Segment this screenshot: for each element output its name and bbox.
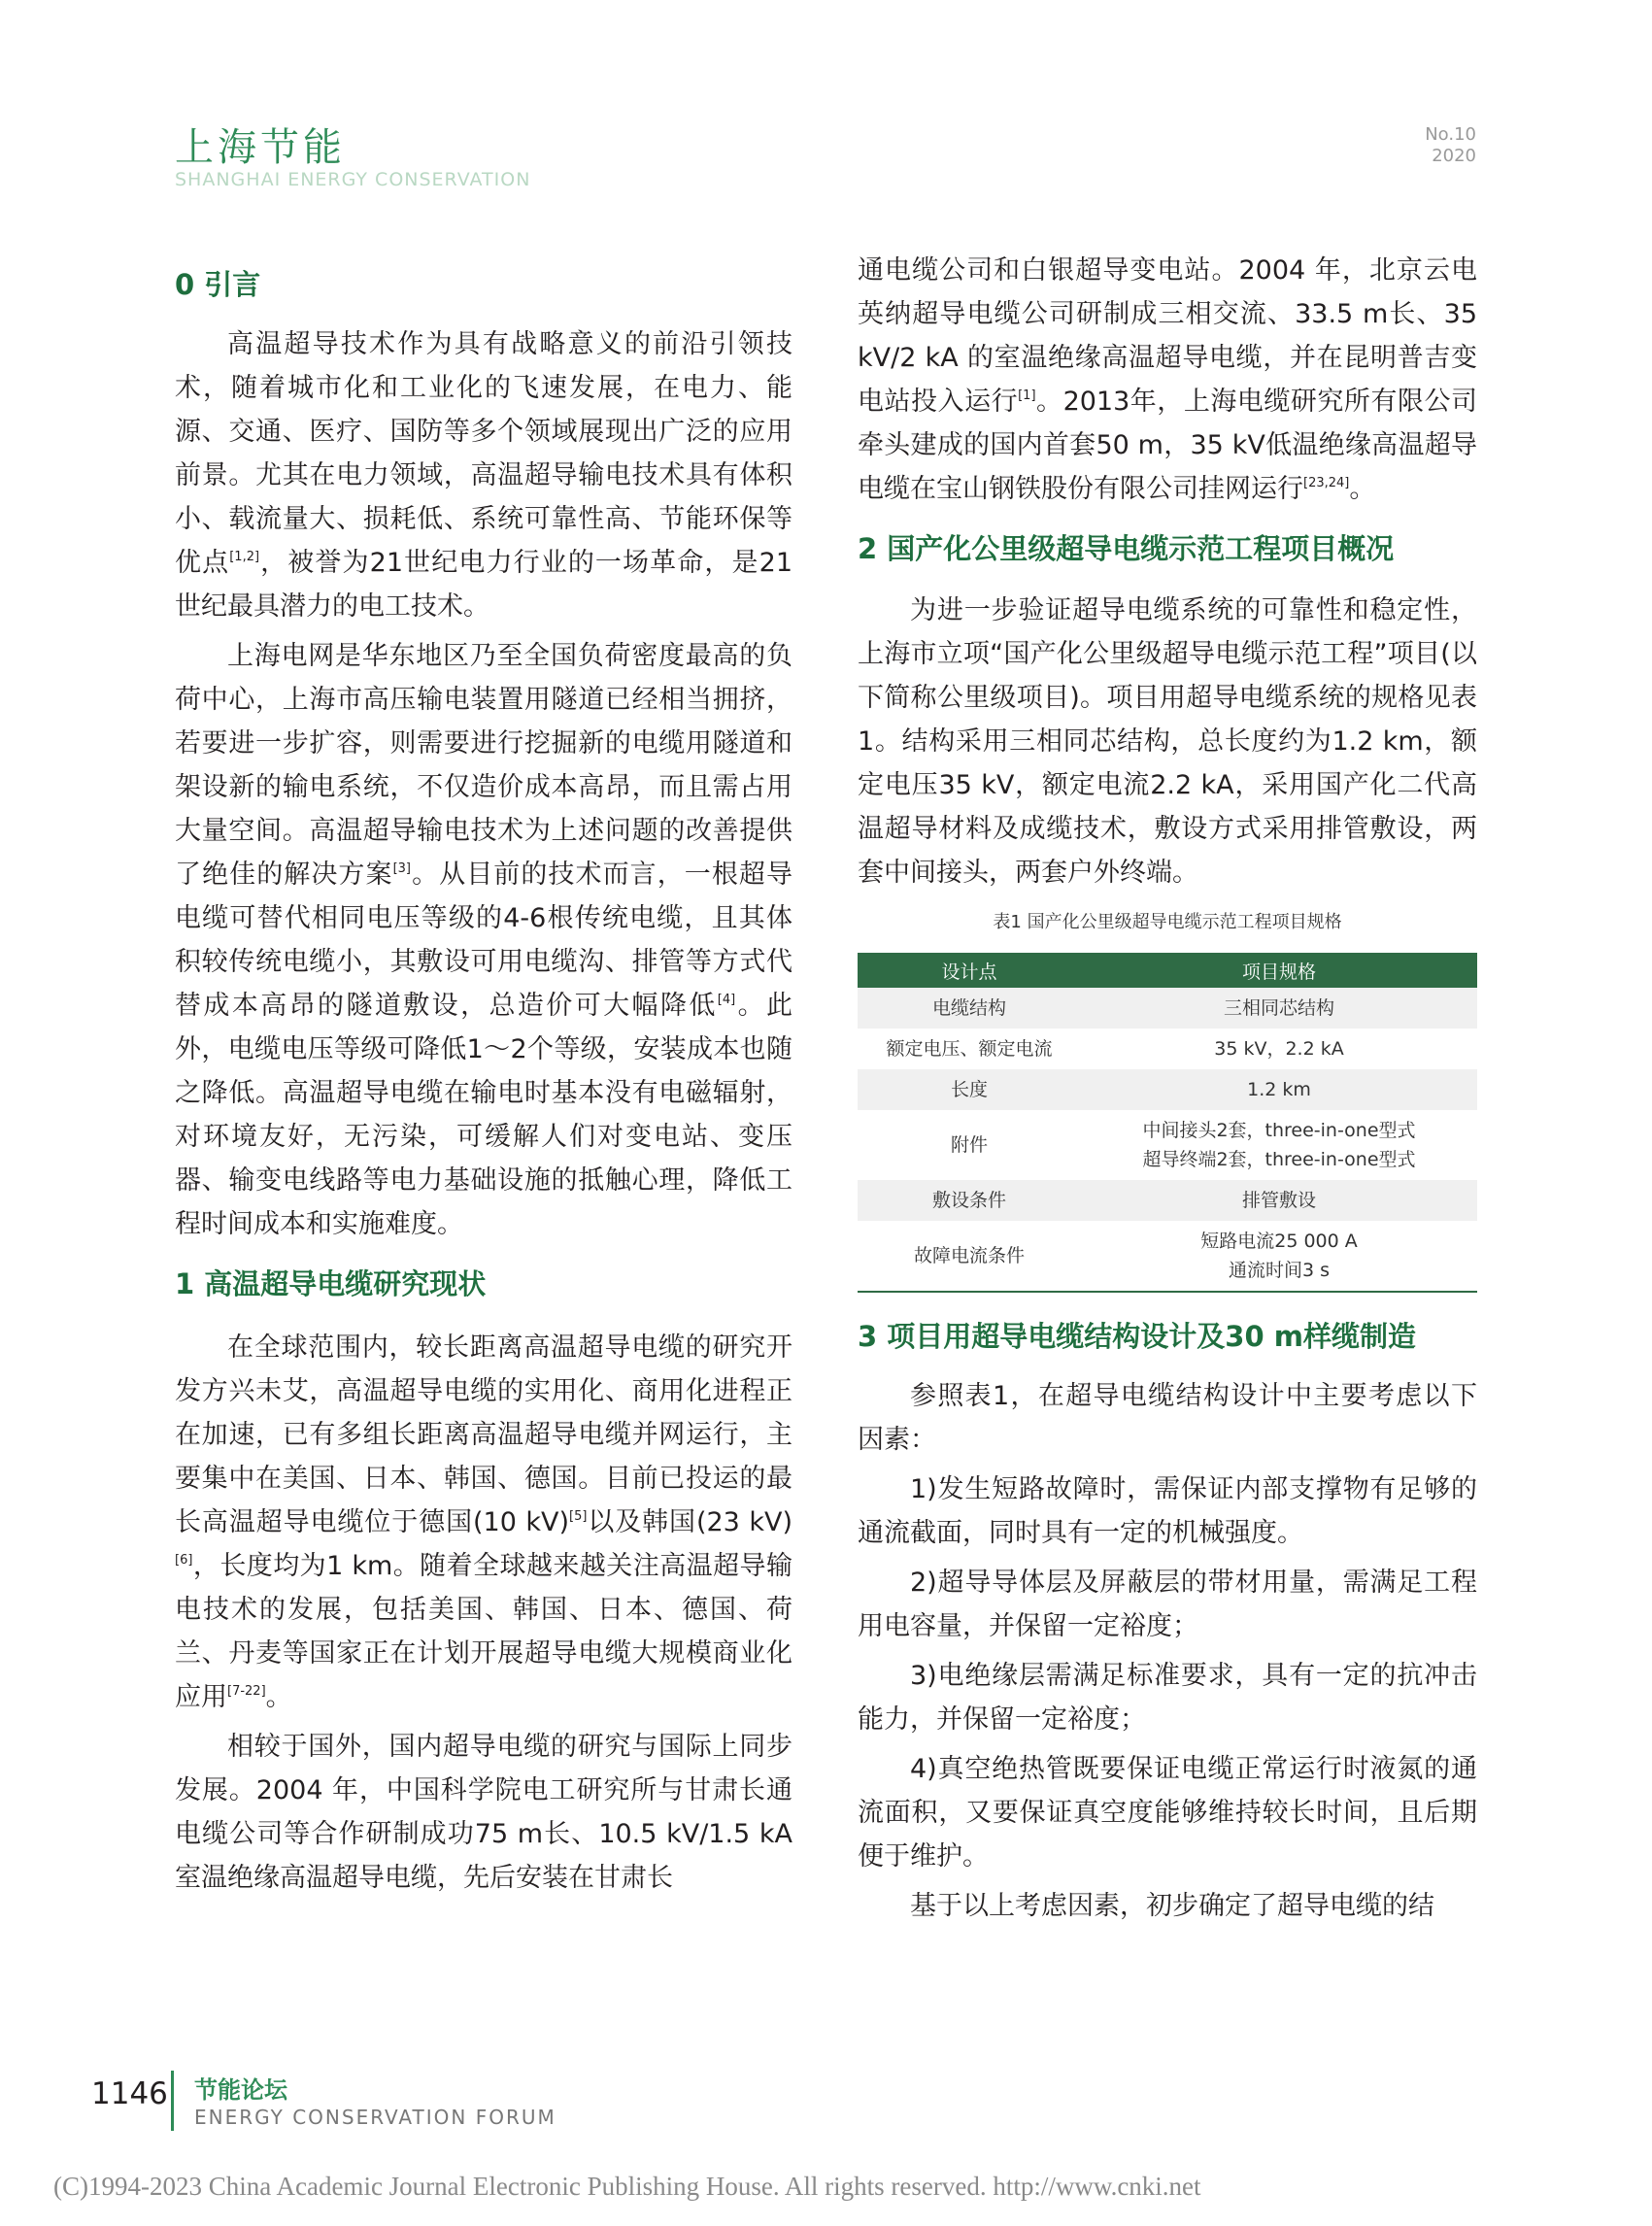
spec-table-wrapper <box>858 953 1477 1293</box>
footer-title: 节能论坛 <box>194 2076 287 2104</box>
right-column <box>858 249 1477 1934</box>
table-cell: 中间接头2套，three-in-one型式 超导终端2套，three-in-one型式 <box>1081 1110 1477 1180</box>
citation: [5] <box>569 1509 588 1524</box>
table-caption: 表1 国产化公里级超导电缆示范工程项目规格 <box>993 912 1342 932</box>
citation: [23,24] <box>1303 476 1350 490</box>
table-row <box>858 1110 1477 1180</box>
table-cell: 附件 <box>858 1110 1081 1180</box>
table-row <box>858 1029 1477 1069</box>
table-cell: 敷设条件 <box>858 1180 1081 1221</box>
issue-info <box>1425 124 1476 167</box>
citation: [4] <box>717 993 736 1007</box>
journal-subtitle: SHANGHAI ENERGY CONSERVATION <box>175 169 531 190</box>
paragraph: 相较于国外，国内超导电缆的研究与国际上同步发展。2004 年，中国科学院电工研究所与甘肃长通电缆公司等合作研制成功75 m长、10.5 kV/1.5 kA 室温绝缘高温超导电缆，先后安装在甘肃长 <box>175 1732 792 1893</box>
table-header-cell: 设计点 <box>858 953 1081 988</box>
section-1-title: 1 高温超导电缆研究现状 <box>175 1267 487 1300</box>
table-row <box>858 988 1477 1029</box>
table-cell: 电缆结构 <box>858 988 1081 1029</box>
issue-number: No.10 <box>1425 124 1476 145</box>
table-cell: 35 kV，2.2 kA <box>1081 1029 1477 1069</box>
table-row <box>858 1069 1477 1110</box>
journal-title: 上海节能 <box>175 125 346 170</box>
table-cell: 1.2 km <box>1081 1069 1477 1110</box>
table-cell: 故障电流条件 <box>858 1221 1081 1291</box>
table-cell: 排管敷设 <box>1081 1180 1477 1221</box>
paragraph: 参照表1，在超导电缆结构设计中主要考虑以下因素： <box>858 1381 1477 1455</box>
table-cell: 额定电压、额定电流 <box>858 1029 1081 1069</box>
list-item: 3)电绝缘层需满足标准要求，具有一定的抗冲击能力，并保留一定裕度； <box>858 1661 1477 1735</box>
citation: [1] <box>1018 388 1036 403</box>
table-row <box>858 1221 1477 1291</box>
table-cell: 长度 <box>858 1069 1081 1110</box>
issue-year: 2020 <box>1432 146 1476 166</box>
page-number: 1146 <box>91 2076 168 2111</box>
section-0-title: 0 引言 <box>175 268 261 301</box>
paragraph: 为进一步验证超导电缆系统的可靠性和稳定性，上海市立项“国产化公里级超导电缆示范工程”项目(以下简称公里级项目)。项目用超导电缆系统的规格见表1。结构采用三相同芯结构，总长度约为1.2 km，额定电压35 kV，额定电流2.2 kA，采用国产化二代高温超导材料及成缆技术，敷设方式采用排管敷设，两套中间接头，两套户外终端。 <box>858 595 1477 888</box>
paragraph: 上海电网是华东地区乃至全国负荷密度最高的负荷中心，上海市高压输电装置用隧道已经相当拥挤，若要进一步扩容，则需要进行挖掘新的电缆用隧道和架设新的输电系统，不仅造价成本高昂，而且需占用大量空间。高温超导输电技术为上述问题的改善提供了绝佳的解决方案[3]。从目前的技术而言，一根超导电缆可替代相同电压等级的4-6根传统电缆，且其体积较传统电缆小，其敷设可用电缆沟、排管等方式代替成本高昂的隧道敷设，总造价可大幅降低[4]。此外，电缆电压等级可降低1～2个等级，安装成本也随之降低。高温超导电缆在输电时基本没有电磁辐射，对环境友好，无污染，可缓解人们对变电站、变压器、输变电线路等电力基础设施的抵触心理，降低工程时间成本和实施难度。 <box>175 641 793 1239</box>
list-item: 4)真空绝热管既要保证电缆正常运行时液氮的通流面积，又要保证真空度能够维持较长时间，且后期便于维护。 <box>858 1754 1477 1872</box>
table-cell: 三相同芯结构 <box>1081 988 1477 1029</box>
left-column <box>175 260 792 1906</box>
list-item: 2)超导导体层及屏蔽层的带材用量，需满足工程用电容量，并保留一定裕度； <box>858 1568 1477 1641</box>
citation: [1,2] <box>229 550 260 564</box>
spec-table <box>858 953 1477 1291</box>
paragraph: 在全球范围内，较长距离高温超导电缆的研究开发方兴未艾，高温超导电缆的实用化、商用化进程正在加速，已有多组长距离高温超导电缆并网运行，主要集中在美国、日本、韩国、德国。目前已投运的最长高温超导电缆位于德国(10 kV)[5]以及韩国(23 kV)[6]，长度均为1 km。随着全球越来越关注高温超导输电技术的发展，包括美国、韩国、日本、德国、荷兰、丹麦等国家正在计划开展超导电缆大规模商业化应用[7-22]。 <box>175 1332 792 1712</box>
footer-subtitle: ENERGY CONSERVATION FORUM <box>194 2106 556 2129</box>
list-item: 1)发生短路故障时，需保证内部支撑物有足够的通流截面，同时具有一定的机械强度。 <box>858 1474 1477 1548</box>
citation: [3] <box>392 861 411 876</box>
section-2-title: 2 国产化公里级超导电缆示范工程项目概况 <box>858 532 1395 565</box>
paragraph: 通电缆公司和白银超导变电站。2004 年，北京云电英纳超导电缆公司研制成三相交流、33.5 m长、35 kV/2 kA 的室温绝缘高温超导电缆，并在昆明普吉变电站投入运行[1]。2013年，上海电缆研究所有限公司牵头建成的国内首套50 m，35 kV低温绝缘高温超导电缆在宝山钢铁股份有限公司挂网运行[23,24]。 <box>858 255 1478 504</box>
section-3-title: 3 项目用超导电缆结构设计及30 m样缆制造 <box>858 1320 1416 1353</box>
table-cell: 短路电流25 000 A 通流时间3 s <box>1081 1221 1477 1291</box>
table-header-cell: 项目规格 <box>1081 953 1477 988</box>
copyright-notice: (C)1994-2023 China Academic Journal Electronic Publishing House. All rights reserved. http://www.cnki.net <box>53 2172 1201 2201</box>
footer-divider <box>171 2071 174 2131</box>
citation: [6] <box>175 1553 193 1568</box>
citation: [7-22] <box>227 1684 266 1699</box>
paragraph: 基于以上考虑因素，初步确定了超导电缆的结 <box>910 1891 1434 1921</box>
table-row <box>858 1180 1477 1221</box>
paragraph: 高温超导技术作为具有战略意义的前沿引领技术，随着城市化和工业化的飞速发展，在电力、能源、交通、医疗、国防等多个领域展现出广泛的应用前景。尤其在电力领域，高温超导输电技术具有体积小、载流量大、损耗低、系统可靠性高、节能环保等优点[1,2]，被誉为21世纪电力行业的一场革命，是21世纪最具潜力的电工技术。 <box>175 329 792 622</box>
